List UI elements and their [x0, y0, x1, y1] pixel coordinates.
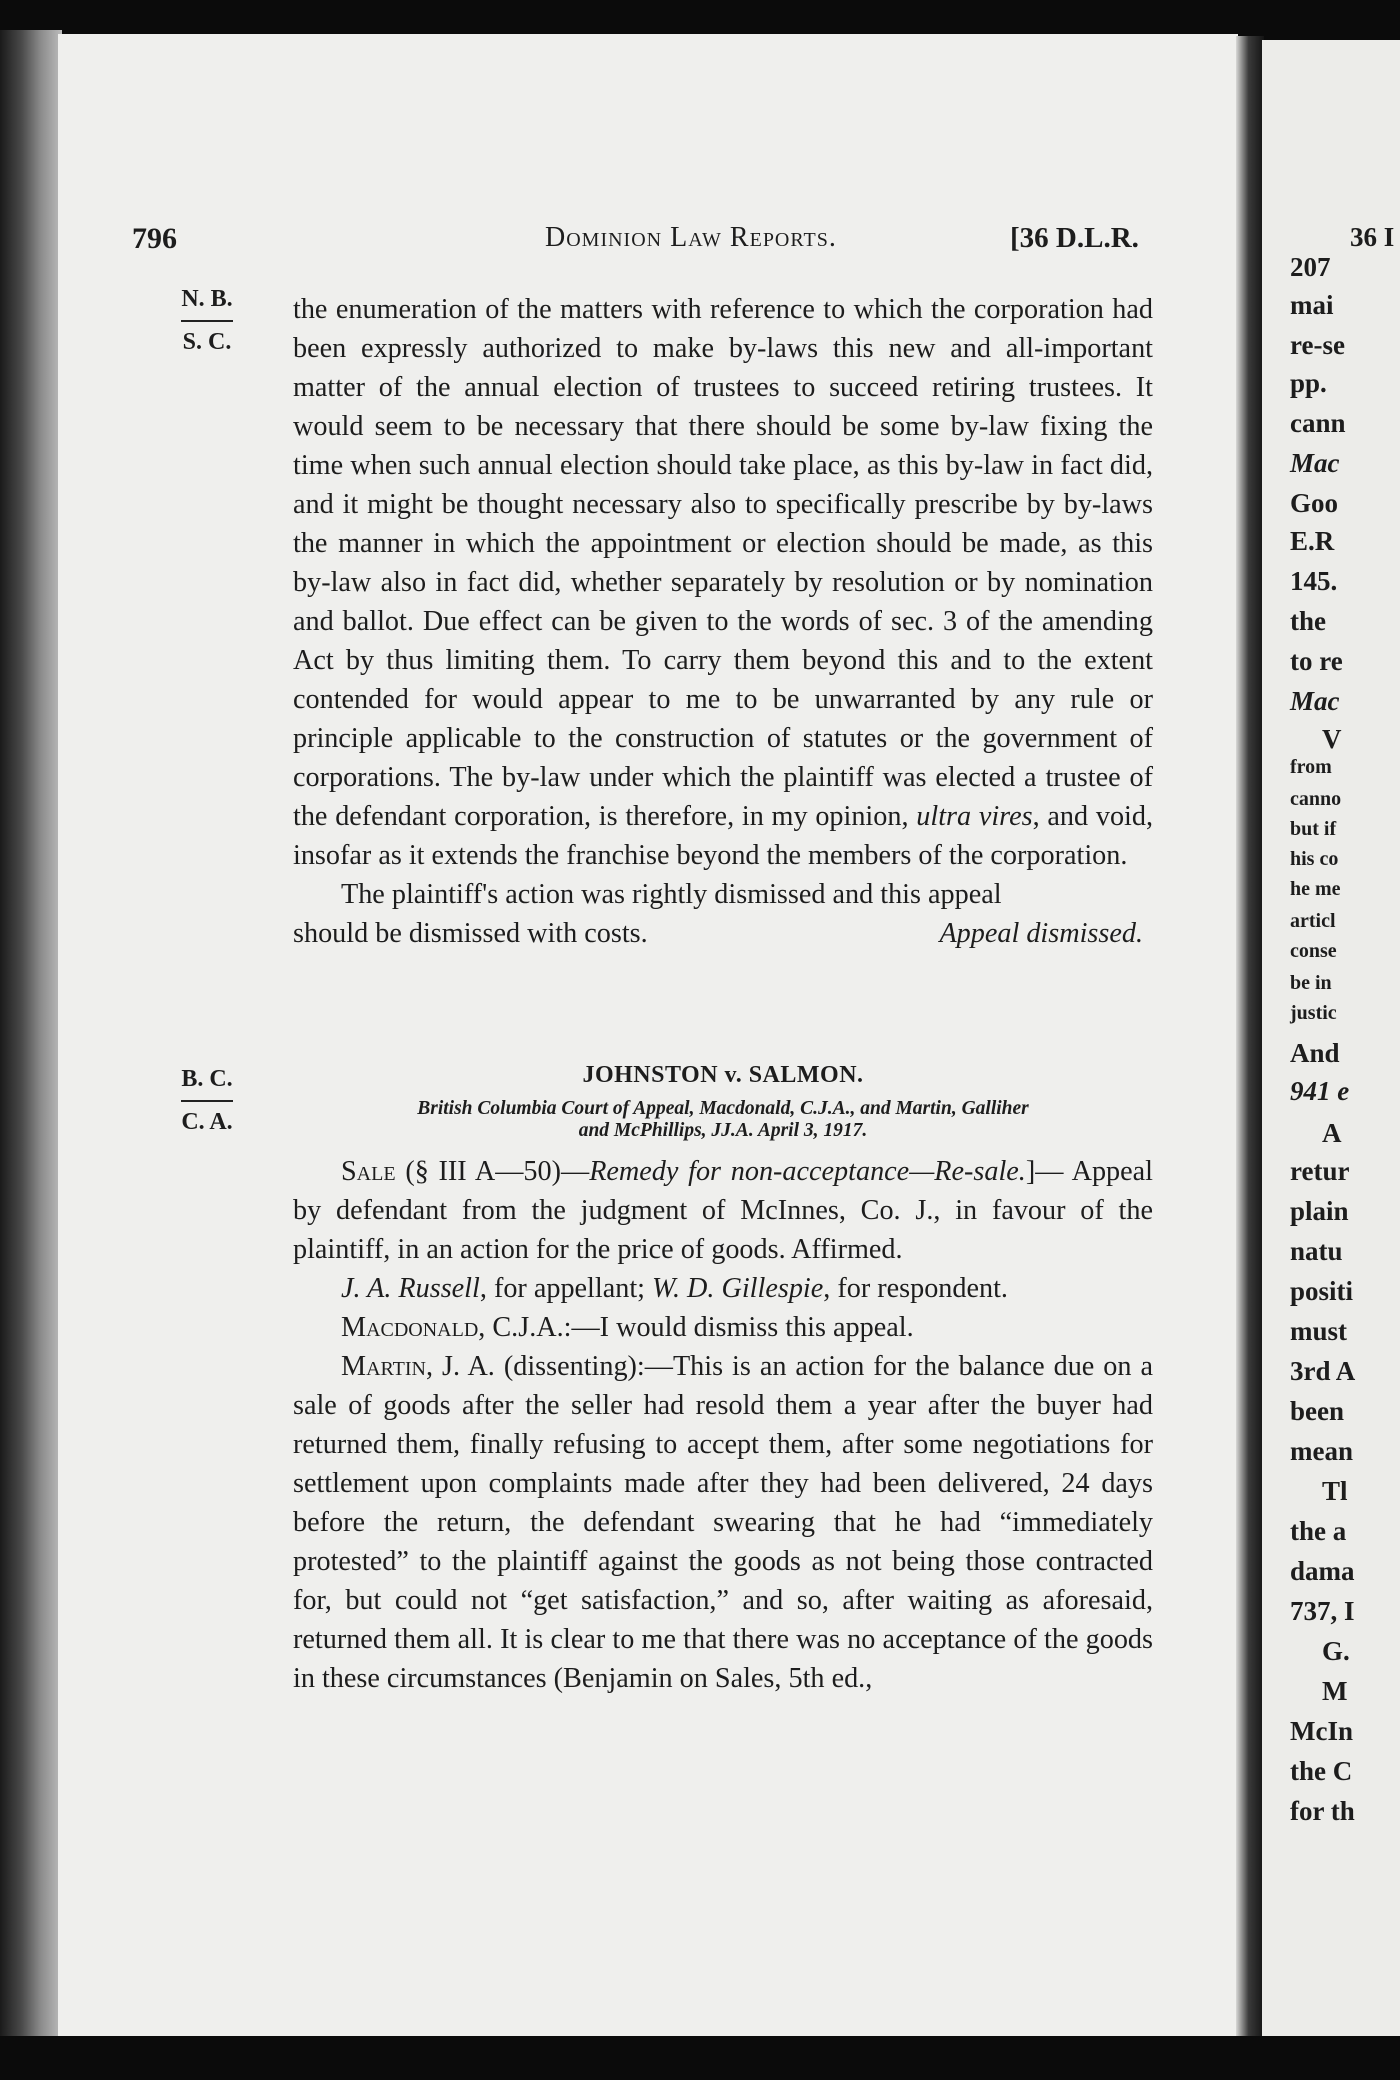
judge-name: Macdonald — [341, 1312, 479, 1343]
case-body — [293, 1152, 1153, 1698]
paragraph-text: should be dismissed with costs. — [293, 918, 648, 949]
facing-page-line: Mac — [1290, 448, 1340, 478]
facing-page-line: canno — [1290, 788, 1342, 810]
facing-page-line: E.R — [1290, 526, 1335, 556]
counsel-text: , for appellant; — [479, 1273, 653, 1304]
facing-page — [1262, 40, 1400, 2036]
latin-phrase: ultra vires — [916, 801, 1033, 832]
facing-page-line: the a — [1290, 1516, 1347, 1546]
opinion-continuation — [293, 290, 1153, 953]
margin-rule — [181, 320, 233, 322]
facing-page-line: pp. — [1290, 368, 1327, 398]
headnote-catchwords: Remedy for non-acceptance—Re-sale. — [589, 1156, 1026, 1187]
facing-page-line: mai — [1290, 290, 1334, 320]
judgment-text: , C.J.A.:—I would dismiss this appeal. — [478, 1312, 914, 1343]
court-line — [293, 1098, 1153, 1142]
volume-reference: [36 D.L.R. — [1010, 222, 1139, 254]
paragraph-text: The plaintiff's action was rightly dismissed and this appeal — [341, 879, 1002, 910]
margin-division: C. A. — [181, 1109, 233, 1135]
facing-page-line: conse — [1290, 940, 1337, 962]
judgment-text: , J. A. (dissenting):—This is an action for the balance due on a sale of goods after the seller had resold them a year after the buyer had returned them, finally refusing to accept them, after some negotiations for settlement upon complaints made after they had been delivered, 24 days before the return, the defendant swearing that he had “immediately protested” to the plaintiff against the goods as not being those contracted for, but could not “get satisfaction,” and so, after waiting as aforesaid, returned them all. It is clear to me that there was no acceptance of the goods in these circumstances (Benjamin on Sales, 5th ed., — [293, 1351, 1153, 1694]
judge-name: Martin — [341, 1351, 426, 1382]
facing-page-line: be in — [1290, 972, 1332, 994]
margin-court: B. C. — [181, 1066, 233, 1092]
facing-page-line: dama — [1290, 1556, 1355, 1586]
court-line-2: and McPhillips, JJ.A. April 3, 1917. — [578, 1120, 868, 1141]
headnote-text: Appeal by defendant from the judgment of McInnes, Co. J., in favour of the plaintiff, in an action for the price of goods. Affirmed. — [293, 1156, 1153, 1265]
paragraph-text-end: , and void, insofar as it extends the franchise beyond the members of the corporation. — [293, 801, 1154, 871]
book-gutter — [1236, 36, 1264, 2040]
page-number: 796 — [132, 222, 177, 255]
margin-note-bc-ca — [175, 1066, 239, 1136]
facing-page-line: to re — [1290, 646, 1343, 676]
facing-page-line: V — [1322, 724, 1342, 754]
facing-page-line: 941 e — [1290, 1076, 1350, 1106]
facing-page-line: M — [1322, 1676, 1348, 1706]
running-head: Dominion Law Reports. — [545, 222, 837, 253]
court-line-1: British Columbia Court of Appeal, Macdonald, C.J.A., and Martin, Galliher — [417, 1098, 1029, 1119]
facing-page-line: natu — [1290, 1236, 1343, 1266]
headnote-section: (§ III A—50)— — [405, 1156, 590, 1187]
judgment-martin — [293, 1347, 1153, 1698]
facing-page-header: 36 I — [1350, 222, 1395, 252]
facing-page-line: 737, I — [1290, 1596, 1355, 1626]
closing-line — [293, 914, 1153, 953]
facing-page-line: must — [1290, 1316, 1348, 1346]
headnote-topic: Sale — [341, 1156, 396, 1187]
counsel-text: , for respondent. — [823, 1273, 1008, 1304]
facing-page-line: McIn — [1290, 1716, 1353, 1746]
headnote — [293, 1152, 1153, 1269]
scan-bottom-border — [0, 2036, 1400, 2080]
disposition: Appeal dismissed. — [939, 918, 1143, 949]
facing-page-line: plain — [1290, 1196, 1349, 1226]
facing-page-line: his co — [1290, 848, 1339, 870]
facing-page-line: 207 — [1290, 252, 1331, 282]
counsel — [293, 1269, 1153, 1308]
facing-page-line: And — [1290, 1038, 1340, 1068]
facing-page-line: but if — [1290, 818, 1337, 840]
paragraph — [293, 290, 1153, 875]
facing-page-line: retur — [1290, 1156, 1350, 1186]
case-title: JOHNSTON v. SALMON. — [582, 1062, 864, 1088]
margin-note-nb-sc — [175, 286, 239, 356]
facing-page-line: 3rd A — [1290, 1356, 1356, 1386]
facing-page-line: justic — [1290, 1002, 1337, 1024]
facing-page-line: from — [1290, 756, 1332, 778]
facing-page-line: re-se — [1290, 330, 1345, 360]
paragraph-text: the enumeration of the matters with reference to which the corporation had been expressly authorized to make by-laws this new and all-important matter of the annual election of trustees to succeed retiring trustees. It would seem to be necessary that there should be some by-law fixing the time when such annual election should take place, as this by-law in fact did, and it might be thought necessary also to specifically prescribe by by-laws the manner in which the appointment or election should be made, as this by-law also in fact did, whether separately by resolution or by nomination and ballot. Due effect can be given to the words of sec. 3 of the amending Act by thus limiting them. To carry them beyond this and to the extent contended for would appear to me to be unwarranted by any rule or principle applicable to the construction of statutes or the government of corporations. The by-law under which the plaintiff was elected a trustee of the defendant corporation, is therefore, in my opinion, — [293, 294, 1153, 832]
facing-page-line: Goo — [1290, 488, 1339, 518]
facing-page-line: Tl — [1322, 1476, 1348, 1506]
facing-page-line: cann — [1290, 408, 1346, 438]
facing-page-line: articl — [1290, 910, 1336, 932]
headnote-bracket: ]— — [1025, 1156, 1064, 1187]
facing-page-line: Mac — [1290, 686, 1340, 716]
paragraph — [293, 875, 1153, 914]
facing-page-line: mean — [1290, 1436, 1353, 1466]
judgment-macdonald — [293, 1308, 1153, 1347]
margin-division: S. C. — [182, 329, 232, 355]
facing-page-line: positi — [1290, 1276, 1354, 1306]
counsel-respondent: W. D. Gillespie — [652, 1273, 824, 1304]
margin-court: N. B. — [181, 286, 233, 312]
book-left-edge — [0, 30, 62, 2040]
counsel-appellant: J. A. Russell — [341, 1273, 480, 1304]
facing-page-line: the C — [1290, 1756, 1353, 1786]
margin-rule — [181, 1100, 233, 1102]
facing-page-line: G. — [1322, 1636, 1350, 1666]
facing-page-line: A — [1322, 1118, 1342, 1148]
facing-page-line: he me — [1290, 878, 1341, 900]
facing-page-line: 145. — [1290, 566, 1338, 596]
facing-page-line: for th — [1290, 1796, 1355, 1826]
facing-page-line: the — [1290, 606, 1326, 636]
facing-page-line: been — [1290, 1396, 1344, 1426]
